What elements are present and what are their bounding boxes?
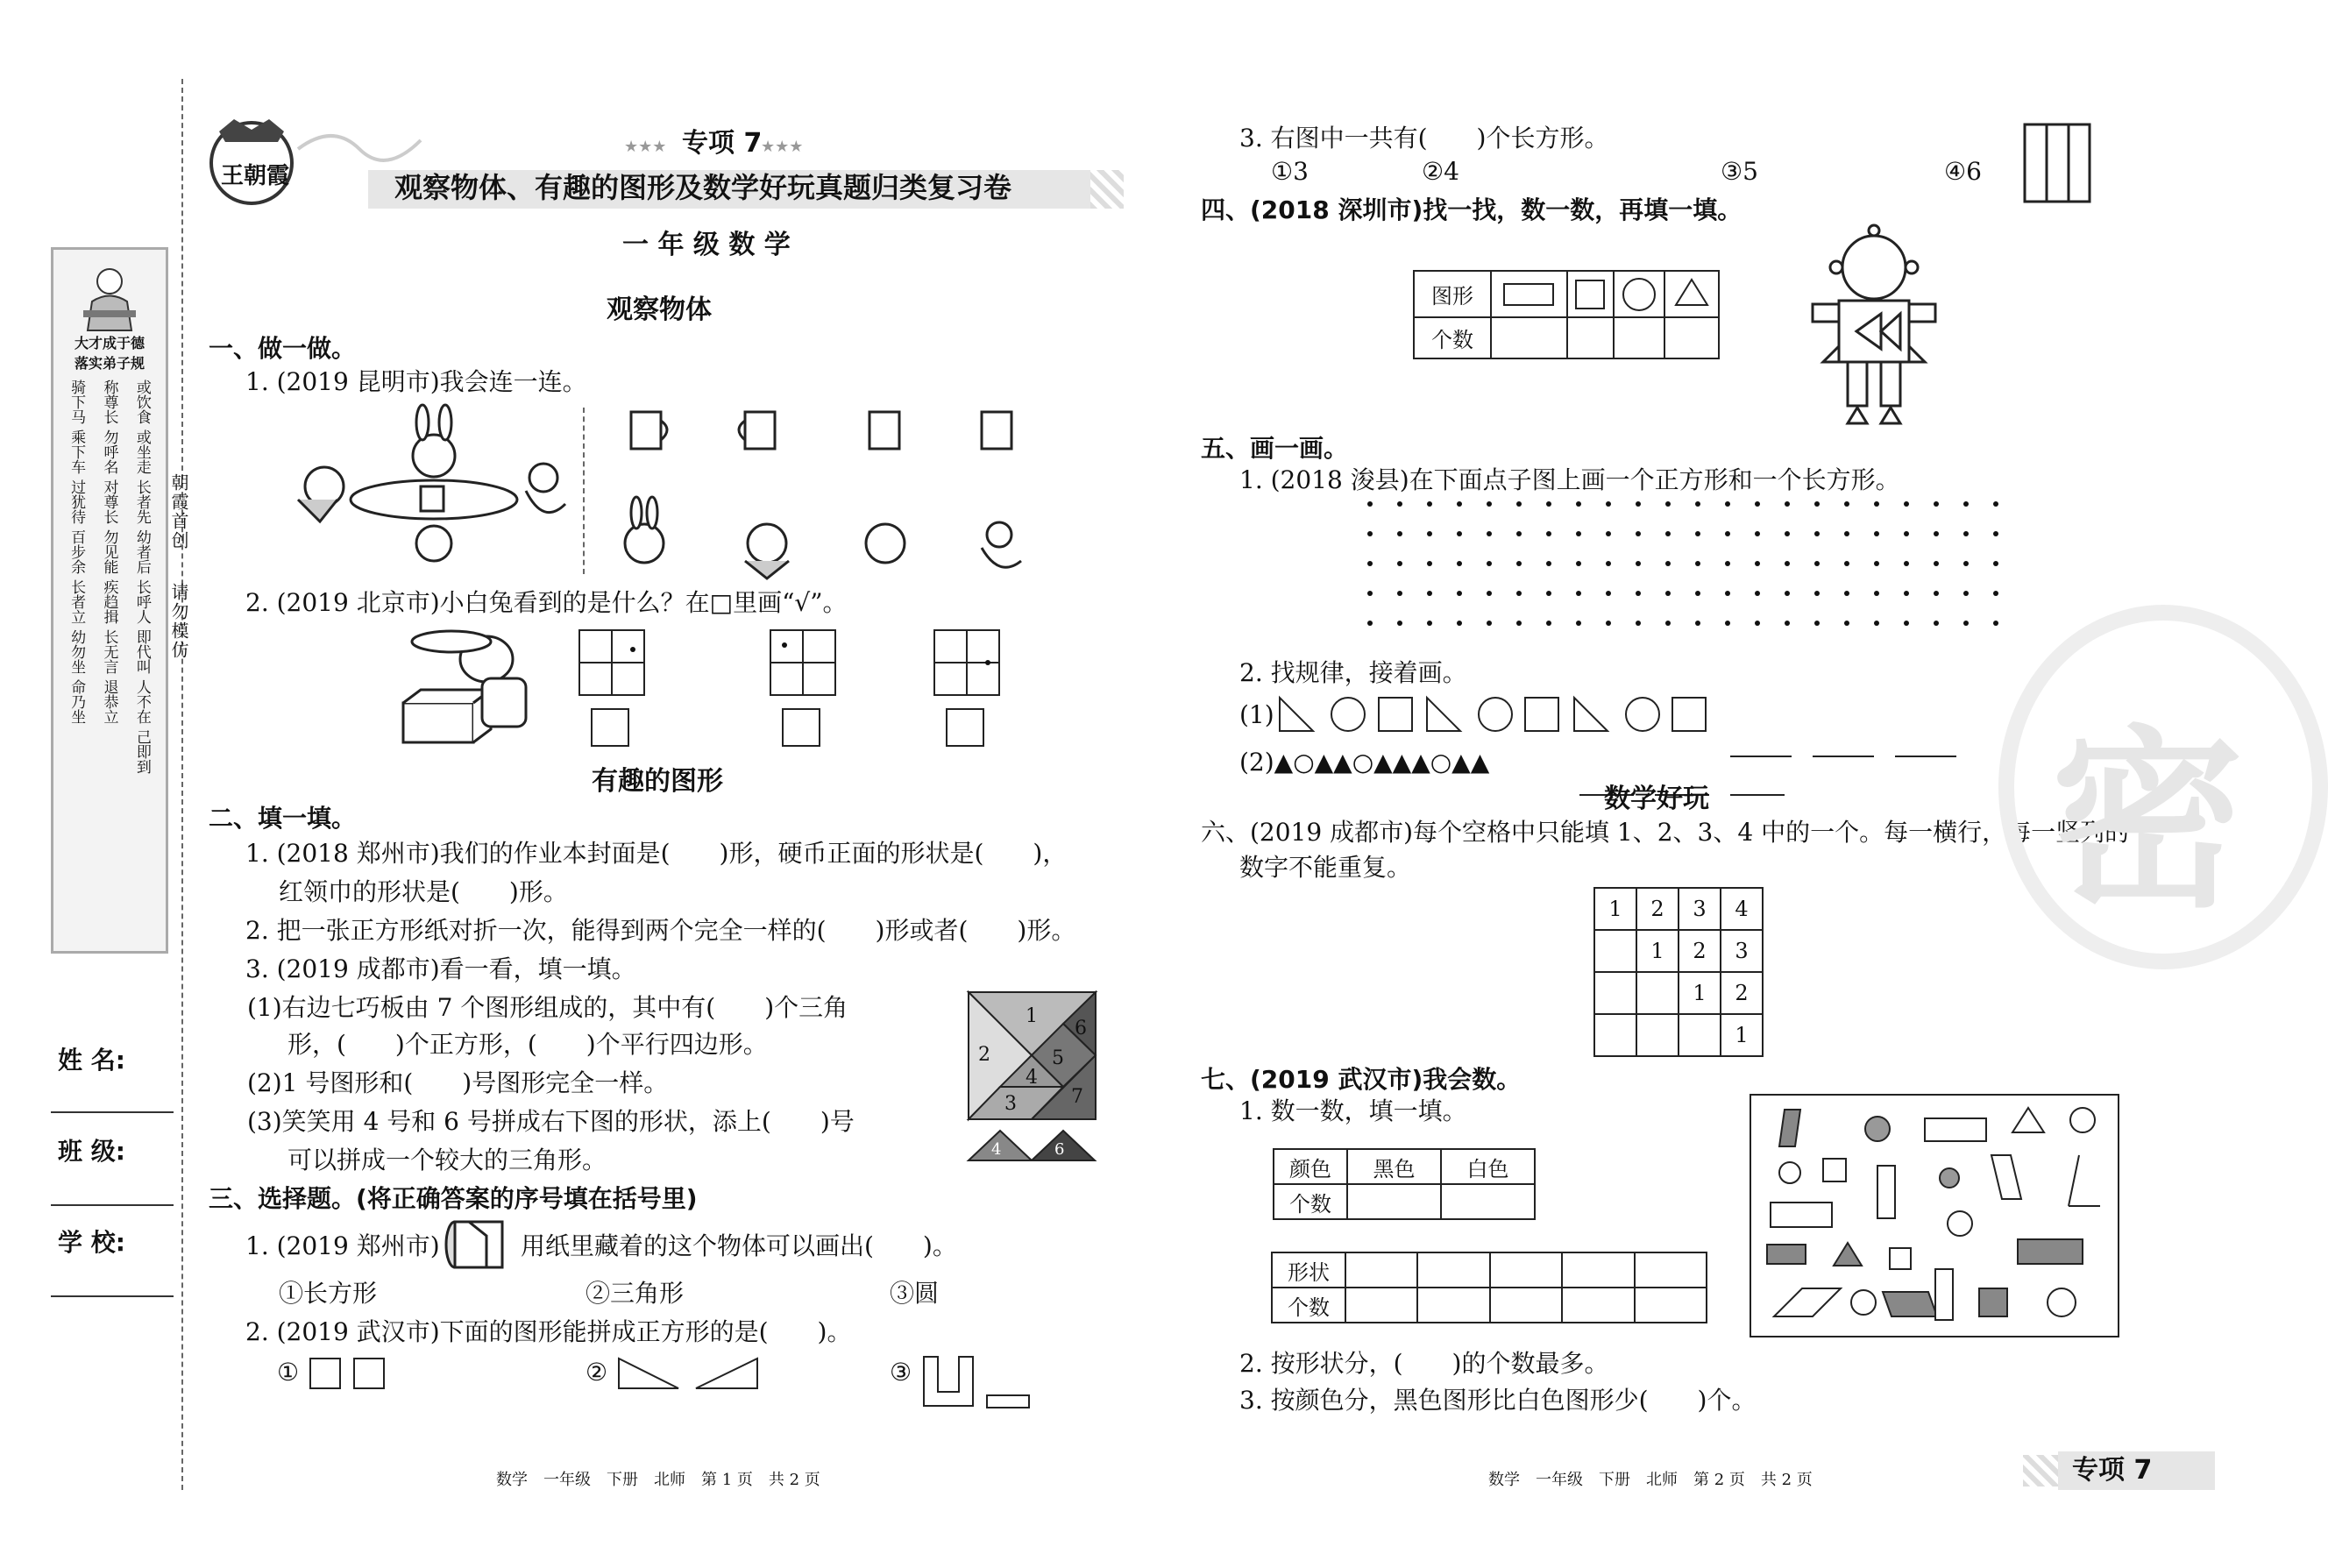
grid-dot [1546,591,1551,596]
grid-dot [1606,501,1611,507]
q7-color-table [1273,1148,1536,1220]
logo-text: 王朝霞 [221,163,290,189]
square-icon [1567,271,1614,317]
pattern-row-1 [1278,696,1716,733]
rectangle-icon [1491,271,1567,317]
grid-dot [1636,621,1641,626]
motto-column: 退恭立 [100,679,118,724]
grid-dot [1934,561,1939,566]
grid-dot [1874,621,1879,626]
header-ribbon-decor [298,123,421,175]
grid-dot [1963,561,1969,566]
class-label: 班 级: [58,1137,125,1166]
grid-dot [1814,501,1820,507]
grid-dot [1546,561,1551,566]
motto-column: 或坐走 [132,429,151,474]
tangram-label-6: 6 [1075,1018,1087,1039]
grid-dot [1457,561,1462,566]
answer-checkbox[interactable] [946,708,984,747]
grid-dot [1576,561,1581,566]
q7-shape-label: 形状 [1272,1252,1345,1288]
q5-1: 1. (2018 浚县)在下面点子图上画一个正方形和一个长方形。 [1239,465,1900,494]
grid-dot [1397,591,1402,596]
grid-dot [1487,531,1492,536]
q2-3-2: (2)1 号图形和( )号图形完全一样。 [247,1068,669,1097]
rectangles-figure [2023,123,2093,203]
given-number-cell: 2 [1636,888,1679,930]
grid-dot [1516,561,1522,566]
grid-dot [1993,591,1998,596]
motto-column: 即代叫 [132,629,151,674]
motto-column: 命乃坐 [67,679,86,724]
grid-dot [1516,501,1522,507]
grid-dot [1516,531,1522,536]
grid-dot [1755,591,1760,596]
motto-bottom: 落实弟子规 [74,355,145,372]
triangle-pair-figure [969,1131,1097,1162]
grid-dot [1934,591,1939,596]
answer-cell[interactable] [1679,1014,1721,1056]
grid-dot [1844,591,1849,596]
view-dot [782,642,787,648]
tangram-label-3: 3 [1004,1093,1017,1115]
q4-answer-cell[interactable] [1664,317,1719,358]
view-option-grid [770,629,836,696]
grid-dot [1665,501,1671,507]
grid-dot [1665,591,1671,596]
grid-dot [1576,531,1581,536]
q4-answer-cell[interactable] [1614,317,1665,358]
motto-column: 人不在 [132,679,151,724]
school-label: 学 校: [58,1228,125,1257]
q3-1-tail: 用纸里藏着的这个物体可以画出( )。 [521,1231,957,1260]
grid-dot [1576,501,1581,507]
q2-3-1b: 形，( )个正方形，( )个平行四边形。 [287,1030,768,1059]
grid-dot [1546,621,1551,626]
motto-column: 长无言 [100,629,118,674]
motto-columns [53,380,166,774]
grid-dot [1695,501,1700,507]
q1-options [614,403,1034,587]
q5-2-2: (2)▲○▲▲○▲▲▲○▲▲ [1239,748,1490,777]
motto-column: 过犹待 [67,479,86,524]
grid-dot [1844,531,1849,536]
q7-shapes-figure [1750,1094,2119,1337]
grid-dot [1367,591,1373,596]
q3-3: 3. 右图中一共有( )个长方形。 [1239,124,1609,153]
q4-head: 四、(2018 深圳市)找一找，数一数，再填一填。 [1201,195,1742,224]
q1-scene-table [289,403,578,570]
grid-dot [1427,561,1432,566]
triangle-icon [1664,271,1719,317]
grid-dot [1785,531,1790,536]
q7-color-header: 颜色 [1274,1149,1347,1184]
motto-column: 称尊长 [100,380,118,424]
watermark-text: 密 [2051,709,2245,933]
grid-dot [1725,621,1730,626]
grid-dot [1695,531,1700,536]
grid-dot [1487,621,1492,626]
q2-3-3a: (3)笑笑用 4 号和 6 号拼成右下图的形状，添上( )号 [247,1107,855,1136]
grid-dot [1785,591,1790,596]
grid-dot [1636,591,1641,596]
view-option-grid [933,629,1000,696]
given-number-cell: 1 [1594,888,1636,930]
answer-blank[interactable] [1730,731,1792,757]
q3-head: 三、选择题。(将正确答案的序号填在括号里) [209,1184,698,1213]
grid-dot [1963,591,1969,596]
q7-answer-cell[interactable] [1417,1288,1489,1323]
grid-dot [1516,621,1522,626]
q1-2-rabbit-scene [399,624,539,747]
grid-dot [1606,531,1611,536]
given-number-cell: 3 [1679,888,1721,930]
grid-dot [1576,591,1581,596]
motto-column: 勿呼名 [100,429,118,474]
q7-1: 1. 数一数，填一填。 [1239,1096,1467,1125]
motto-column: 百步余 [67,529,86,574]
q3-3-opt-4[interactable]: ④6 [1944,157,1982,186]
q7-white-header: 白色 [1441,1149,1535,1184]
grid-dot [1695,621,1700,626]
grid-dot [1367,501,1373,507]
grid-dot [1397,561,1402,566]
grid-dot [1725,531,1730,536]
vertical-note-1: 朝霞首创 [168,473,189,550]
grid-dot [1367,561,1373,566]
grid-dot [1755,561,1760,566]
grid-dot [1844,561,1849,566]
q3-2: 2. (2019 武汉市)下面的图形能拼成正方形的是( )。 [245,1317,852,1346]
q3-3-opt-3[interactable]: ③5 [1721,157,1758,186]
q7-answer-cell[interactable] [1347,1184,1441,1219]
name-label: 姓 名: [58,1046,125,1075]
grid-dot [1874,501,1879,507]
grid-dot [1874,531,1879,536]
q1-divider [583,408,585,574]
motto-column: 疾趋揖 [100,579,118,624]
grid-dot [1814,531,1820,536]
section-shapes: 有趣的图形 [592,766,723,797]
q7-head: 七、(2019 武汉市)我会数。 [1201,1065,1522,1094]
page-title: 观察物体、有趣的图形及数学好玩真题归类复习卷 [394,171,1012,204]
left-footer: 数学 一年级 下册 北师 第 1 页 共 2 页 [496,1471,820,1489]
header-stars-right: ★★★ [761,138,804,156]
q7-answer-cell[interactable] [1490,1288,1562,1323]
grid-dot [1934,531,1939,536]
q4-answer-cell[interactable] [1491,317,1567,358]
motto-column: 长者立 [67,579,86,624]
grid-dot [1993,501,1998,507]
q3-2-opt-2[interactable]: ② [586,1358,608,1387]
q7-count-label: 个数 [1274,1184,1347,1219]
q2-3: 3. (2019 成都市)看一看，填一填。 [245,954,636,983]
grid-dot [1606,561,1611,566]
given-number-cell: 1 [1636,930,1679,972]
grid-dot [1695,591,1700,596]
binding-line [181,79,183,1490]
grid-dot [1665,621,1671,626]
q4-answer-cell[interactable] [1567,317,1614,358]
answer-cell[interactable] [1594,930,1636,972]
q6-head: 六、(2019 成都市)每个空格中只能填 1、2、3、4 中的一个。每一横行，每一竖列的 [1201,818,2130,847]
q3-2-opt-1-shapes [309,1357,387,1390]
class-field[interactable] [51,1204,174,1206]
tangram-label-5: 5 [1052,1047,1064,1069]
grid-dot [1636,531,1641,536]
answer-cell[interactable] [1636,1014,1679,1056]
tangram-label-1: 1 [1026,1005,1038,1027]
q6-head-2: 数字不能重复。 [1239,853,1412,882]
given-number-cell: 3 [1721,930,1763,972]
grid-dot [1487,591,1492,596]
grid-dot [1427,531,1432,536]
grid-dot [1904,561,1909,566]
q5-head: 五、画一画。 [1201,434,1349,463]
given-number-cell: 1 [1721,1014,1763,1056]
scholar-icon [79,262,140,332]
q3-2-opt-2-shapes [617,1357,766,1392]
grid-dot [1367,531,1373,536]
answer-blank[interactable] [1813,731,1874,757]
vertical-note-2: 请勿模仿 [168,583,189,660]
grid-dot [1904,621,1909,626]
grid-dot [1665,531,1671,536]
grid-dot [1904,531,1909,536]
q2-2: 2. 把一张正方形纸对折一次，能得到两个完全一样的( )形或者( )形。 [245,916,1076,945]
grid-dot [1457,531,1462,536]
grid-dot [1963,531,1969,536]
grid-dot [1546,531,1551,536]
q7-black-header: 黑色 [1347,1149,1441,1184]
grid-dot [1934,501,1939,507]
q2-3-1a: (1)右边七巧板由 7 个图形组成的，其中有( )个三角 [247,993,848,1022]
grid-dot [1785,561,1790,566]
view-dot [985,660,990,665]
grid-dot [1993,561,1998,566]
grid-dot [1755,501,1760,507]
q7-count-label-2: 个数 [1272,1288,1345,1323]
motto-column: 长呼人 [132,579,151,624]
q1-1: 1. (2019 昆明市)我会连一连。 [245,367,587,396]
name-field[interactable] [51,1111,174,1113]
grid-dot [1844,501,1849,507]
section-observe: 观察物体 [607,294,712,325]
grid-dot [1636,561,1641,566]
q3-2-opt-3-shapes [920,1353,1034,1411]
q7-answer-cell[interactable] [1441,1184,1535,1219]
answer-blank[interactable] [1730,770,1785,796]
grid-dot [1695,561,1700,566]
motto-column: 长者先 [132,479,151,524]
q3-1-opt-1[interactable]: ①长方形 [279,1279,378,1308]
grid-dot [1814,591,1820,596]
tri-label-4: 4 [991,1140,1002,1159]
q5-2: 2. 找规律，接着画。 [1239,658,1467,687]
q3-1: 1. (2019 郑州市) [245,1231,440,1260]
grid-dot [1755,531,1760,536]
given-number-cell: 2 [1721,972,1763,1014]
given-number-cell: 4 [1721,888,1763,930]
footer-badge-stripe [2023,1455,2058,1486]
q2-1b: 红领巾的形状是( )形。 [279,877,568,906]
circle-icon [1614,271,1665,317]
q7-answer-cell[interactable] [1345,1288,1417,1323]
motto-column: 对尊长 [100,479,118,524]
grid-dot [1904,591,1909,596]
grid-dot [1397,531,1402,536]
grid-dot [1874,591,1879,596]
grid-dot [1665,561,1671,566]
given-number-cell: 2 [1679,930,1721,972]
q7-answer-cell[interactable] [1635,1288,1707,1323]
school-field[interactable] [51,1295,174,1297]
grid-dot [1397,621,1402,626]
grid-dot [1934,621,1939,626]
header-stars-left: ★★★ [624,138,667,156]
answer-checkbox[interactable] [782,708,820,747]
motto-column: 勿见能 [100,529,118,574]
section-fun: 数学好玩 [1604,784,1709,814]
tangram-label-4: 4 [1026,1067,1038,1089]
sidebar-motto-panel [51,247,168,954]
motto-column: 己即到 [132,729,151,774]
q3-1-opt-3[interactable]: ③圆 [890,1279,940,1308]
grid-dot [1457,501,1462,507]
grid-dot [1993,621,1998,626]
hidden-object-figure [443,1218,513,1271]
robot-figure [1804,223,1944,427]
q4-count-table [1413,270,1720,359]
answer-cell[interactable] [1636,972,1679,1014]
grid-dot [1785,501,1790,507]
q7-3: 3. 按颜色分，黑色图形比白色图形少( )个。 [1239,1386,1757,1415]
grid-dot [1576,621,1581,626]
grid-dot [1487,561,1492,566]
tangram-label-2: 2 [978,1044,990,1066]
grade-title: 一 年 级 数 学 [622,230,791,260]
header-badge: 专项 7 [682,128,763,159]
q4-row2-label: 个数 [1414,317,1491,358]
q3-1-opt-2[interactable]: ②三角形 [586,1279,685,1308]
answer-blank[interactable] [1895,731,1956,757]
grid-dot [1844,621,1849,626]
right-footer: 数学 一年级 下册 北师 第 2 页 共 2 页 [1488,1471,1813,1489]
grid-dot [1725,561,1730,566]
q2-head: 二、填一填。 [209,804,357,833]
q3-2-opt-3[interactable]: ③ [890,1358,912,1387]
tri-label-6: 6 [1054,1140,1065,1159]
footer-badge: 专项 7 [2072,1455,2153,1486]
motto-top: 大才成于德 [74,335,145,351]
grid-dot [1814,621,1820,626]
motto-column: 幼勿坐 [67,629,86,674]
grid-dot [1457,621,1462,626]
q2-3-3b: 可以拼成一个较大的三角形。 [287,1146,607,1174]
title-bar-stripe [1090,170,1124,209]
q7-answer-cell[interactable] [1562,1288,1634,1323]
grid-dot [1755,621,1760,626]
q6-number-grid [1593,887,1764,1057]
grid-dot [1606,591,1611,596]
q3-2-opt-1[interactable]: ① [277,1358,300,1387]
grid-dot [1993,531,1998,536]
grid-dot [1367,621,1373,626]
grid-dot [1636,501,1641,507]
q1-head: 一、做一做。 [209,334,357,363]
q3-3-opt-2[interactable]: ②4 [1422,157,1459,186]
grid-dot [1427,591,1432,596]
answer-cell[interactable] [1594,1014,1636,1056]
answer-cell[interactable] [1594,972,1636,1014]
grid-dot [1963,621,1969,626]
motto-column: 或饮食 [132,380,151,424]
grid-dot [1814,561,1820,566]
q7-2: 2. 按形状分，( )的个数最多。 [1239,1349,1609,1378]
grid-dot [1397,501,1402,507]
grid-dot [1606,621,1611,626]
q5-2-1-label: (1) [1239,700,1274,729]
grid-dot [1546,501,1551,507]
tangram-label-7: 7 [1071,1086,1083,1108]
grid-dot [1874,561,1879,566]
grid-dot [1427,621,1432,626]
dot-grid[interactable] [1367,501,1998,621]
q1-2: 2. (2019 北京市)小白兔看到的是什么？在□里画“√”。 [245,588,848,617]
grid-dot [1457,591,1462,596]
q4-row1-label: 图形 [1414,271,1491,317]
q7-shape-table [1271,1252,1707,1323]
grid-dot [1487,501,1492,507]
view-option-grid [578,629,645,696]
given-number-cell: 1 [1679,972,1721,1014]
grid-dot [1725,501,1730,507]
grid-dot [1725,591,1730,596]
q3-3-opt-1[interactable]: ①3 [1271,157,1309,186]
grid-dot [1963,501,1969,507]
view-dot [630,647,635,652]
grid-dot [1785,621,1790,626]
grid-dot [1516,591,1522,596]
grid-dot [1427,501,1432,507]
q2-1a: 1. (2018 郑州市)我们的作业本封面是( )形，硬币正面的形状是( )， [245,839,1068,868]
motto-column: 乘下车 [67,429,86,474]
answer-checkbox[interactable] [591,708,629,747]
motto-column: 骑下马 [67,380,86,424]
grid-dot [1904,501,1909,507]
motto-column: 幼者后 [132,529,151,574]
